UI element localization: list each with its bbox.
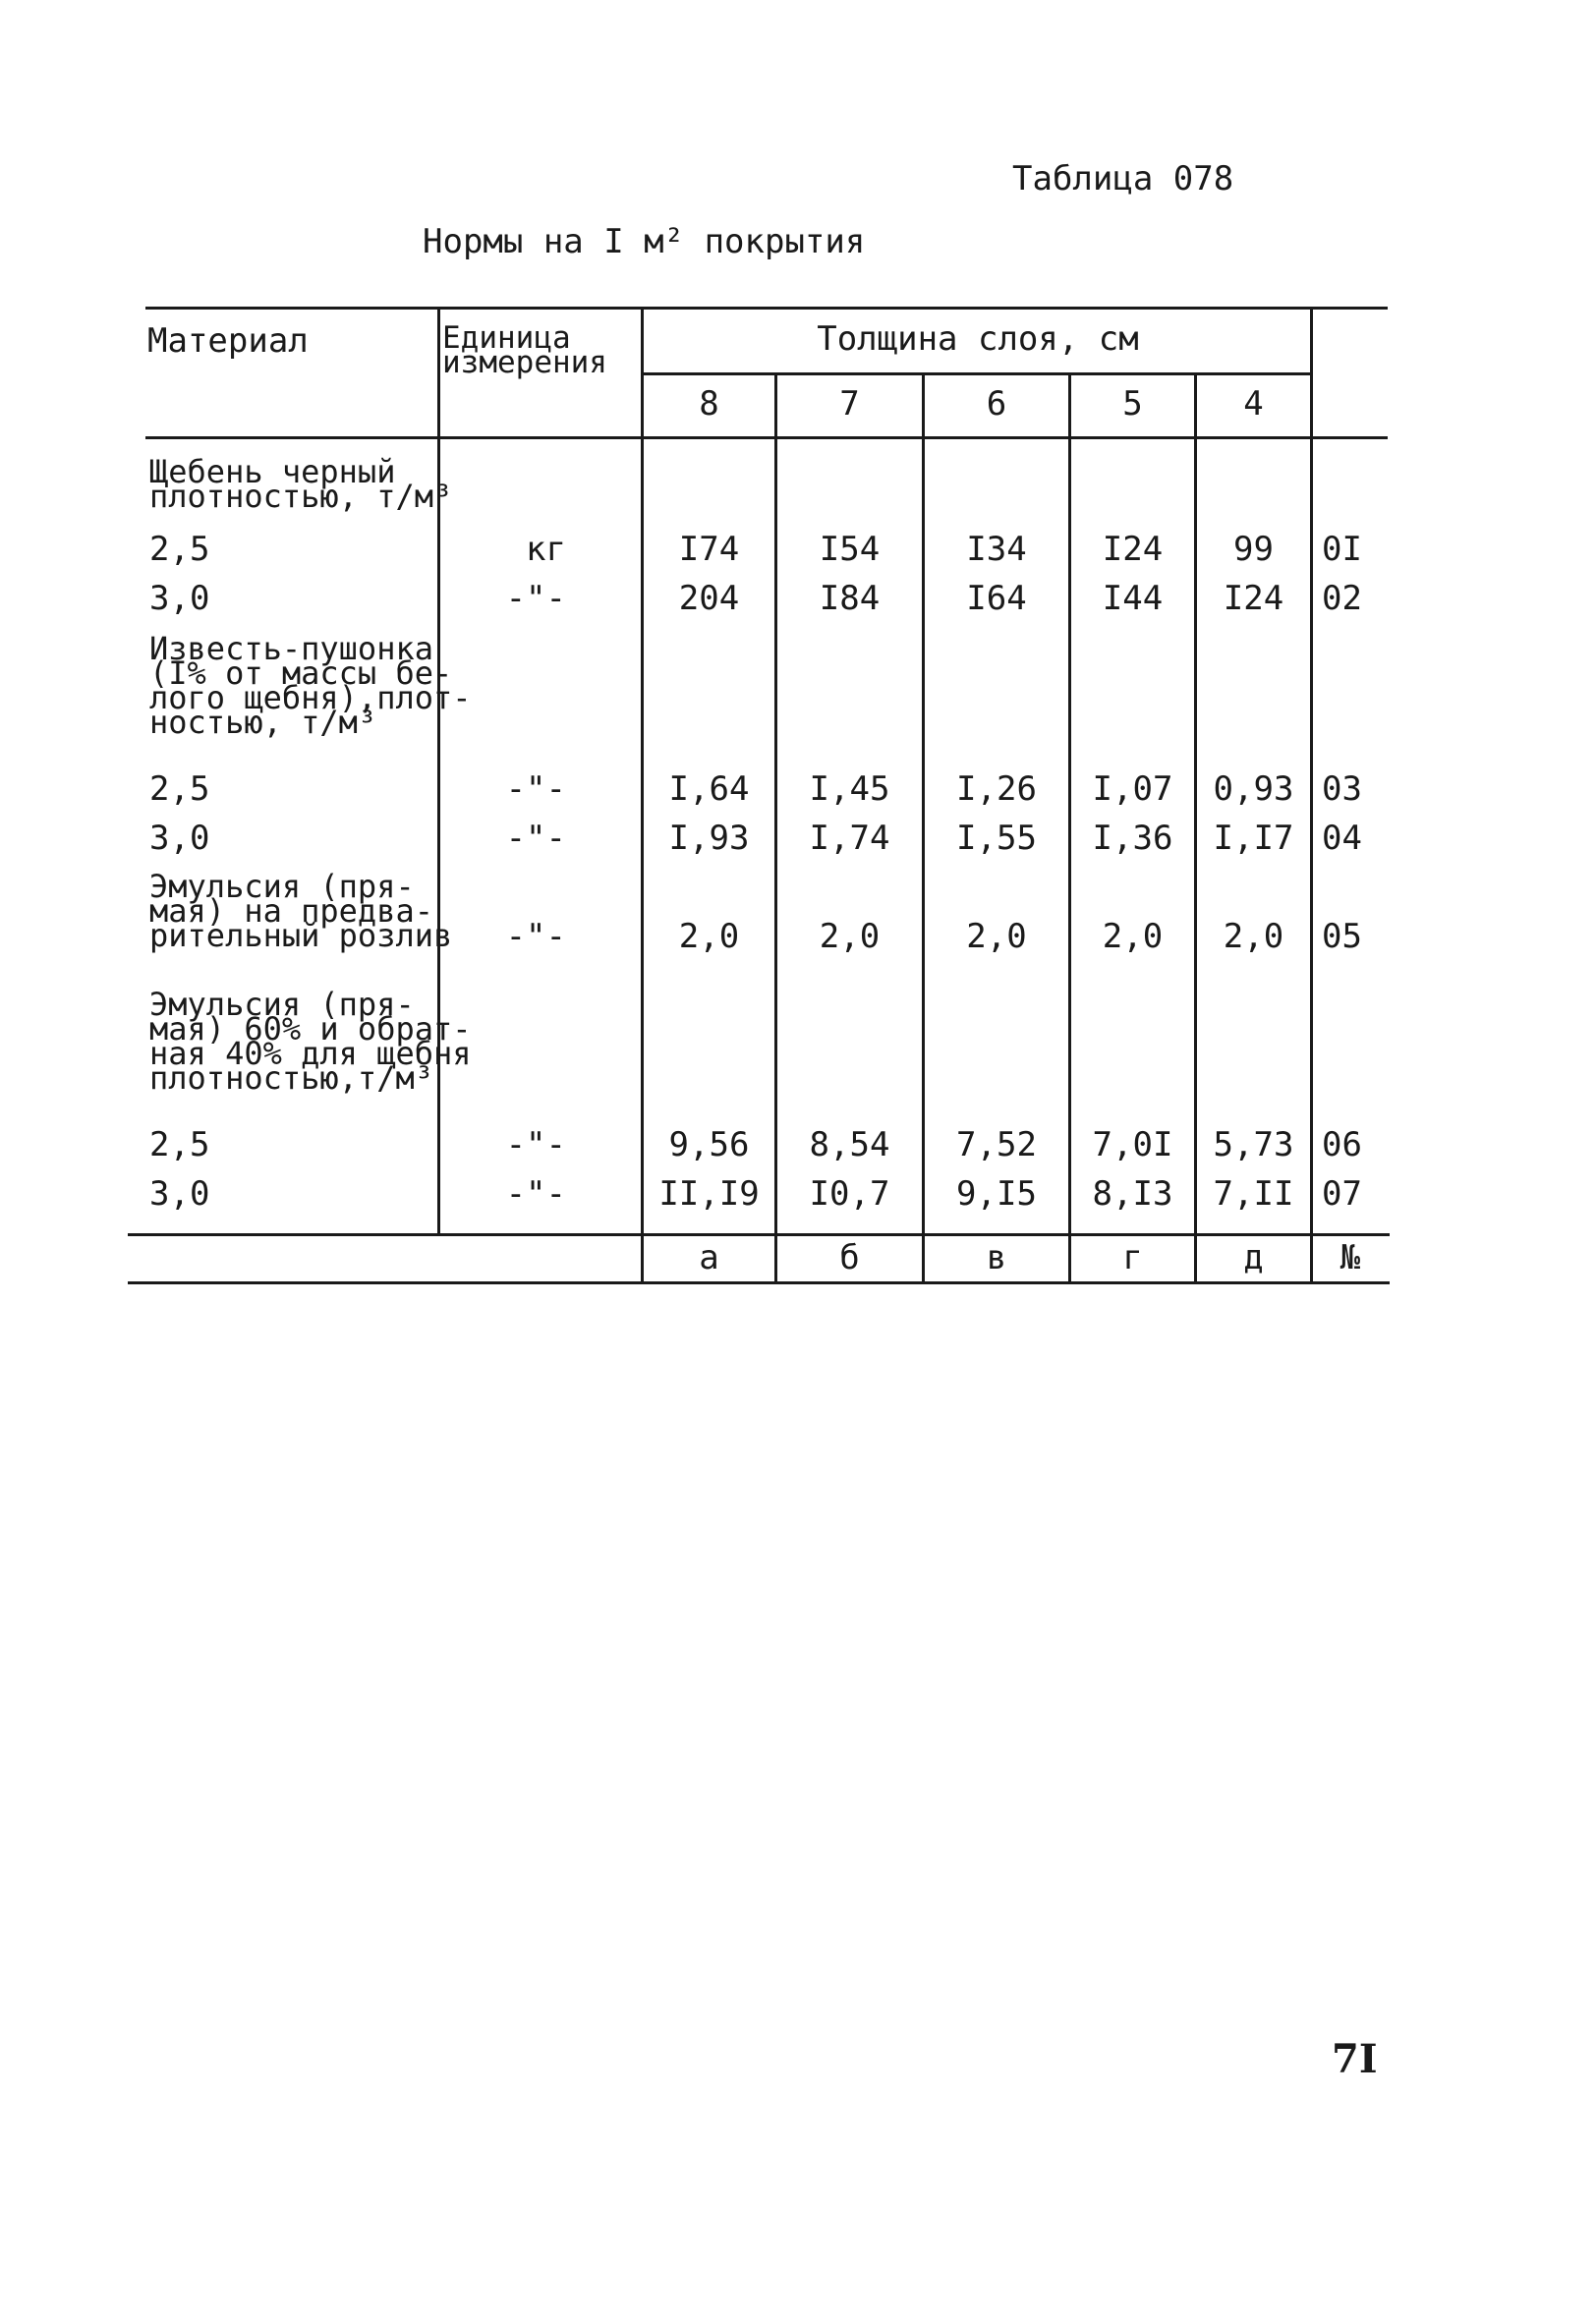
row-value: I,64 xyxy=(668,769,750,809)
row-value: I,07 xyxy=(1092,769,1173,809)
row-value: I34 xyxy=(966,530,1027,569)
row-value: II,I9 xyxy=(658,1174,760,1214)
row-label: Известь-пушонка (I% от массы бе- лого щебня),плот- ностью, т/м³ xyxy=(149,630,472,741)
row-unit: -"- xyxy=(505,917,566,956)
row-label: Эмульсия (пря- мая) 60% и обрат- ная 40% для щебня плотностью,т/м³ xyxy=(149,986,472,1097)
row-value: 9,I5 xyxy=(956,1174,1037,1214)
row-label: Щебень черный плотностью, т/м³ xyxy=(149,453,453,515)
row-value: I24 xyxy=(1102,530,1164,569)
row-code: 07 xyxy=(1322,1174,1362,1214)
row-unit: -"- xyxy=(505,769,566,809)
table-label: Таблица 078 xyxy=(1012,159,1234,198)
row-value: I44 xyxy=(1102,579,1164,618)
page-number: 7I xyxy=(1332,2036,1378,2082)
row-value: I,55 xyxy=(956,819,1037,858)
header-thickness: Толщина слоя, см xyxy=(817,319,1139,359)
row-unit: -"- xyxy=(505,579,566,618)
row-code: 0I xyxy=(1322,530,1362,569)
row-unit: кг xyxy=(526,530,566,569)
row-label: 2,5 xyxy=(149,530,210,569)
row-value: I54 xyxy=(819,530,881,569)
row-code: 04 xyxy=(1322,819,1362,858)
row-value: 2,0 xyxy=(819,917,881,956)
row-unit: -"- xyxy=(505,819,566,858)
row-label: 2,5 xyxy=(149,1125,210,1164)
footer-cell: а xyxy=(699,1238,719,1277)
row-value: 2,0 xyxy=(1223,917,1284,956)
row-value: I74 xyxy=(678,530,740,569)
row-value: 7,II xyxy=(1213,1174,1294,1214)
row-value: I64 xyxy=(966,579,1027,618)
row-value: 8,I3 xyxy=(1092,1174,1173,1214)
row-label: 3,0 xyxy=(149,819,210,858)
row-label: 3,0 xyxy=(149,579,210,618)
row-value: 7,52 xyxy=(956,1125,1037,1164)
row-value: I,I7 xyxy=(1213,819,1294,858)
thickness-col-header: 5 xyxy=(1122,384,1143,424)
row-value: I,74 xyxy=(809,819,890,858)
thickness-col-header: 7 xyxy=(839,384,860,424)
row-code: 05 xyxy=(1322,917,1362,956)
row-value: 7,0I xyxy=(1092,1125,1173,1164)
row-value: I,26 xyxy=(956,769,1037,809)
row-value: 2,0 xyxy=(678,917,740,956)
row-value: 204 xyxy=(678,579,740,618)
row-value: 0,93 xyxy=(1213,769,1294,809)
row-value: I,36 xyxy=(1092,819,1173,858)
row-label: Эмульсия (пря- мая) на предва- рительный розлив xyxy=(149,868,453,954)
row-value: I24 xyxy=(1223,579,1284,618)
row-unit: -"- xyxy=(505,1174,566,1214)
footer-cell: № xyxy=(1340,1238,1361,1277)
header-unit: Единица измерения xyxy=(442,320,607,380)
row-label: 2,5 xyxy=(149,769,210,809)
row-value: 99 xyxy=(1233,530,1274,569)
footer-cell: в xyxy=(986,1238,1007,1277)
row-code: 03 xyxy=(1322,769,1362,809)
thickness-col-header: 4 xyxy=(1243,384,1264,424)
row-value: 2,0 xyxy=(966,917,1027,956)
row-value: I,93 xyxy=(668,819,750,858)
footer-cell: г xyxy=(1122,1238,1143,1277)
table-title: Нормы на I м² покрытия xyxy=(423,222,866,261)
row-label: 3,0 xyxy=(149,1174,210,1214)
row-value: 9,56 xyxy=(668,1125,750,1164)
thickness-col-header: 6 xyxy=(986,384,1007,424)
row-value: I,45 xyxy=(809,769,890,809)
row-code: 06 xyxy=(1322,1125,1362,1164)
row-value: 2,0 xyxy=(1102,917,1164,956)
row-value: 8,54 xyxy=(809,1125,890,1164)
row-code: 02 xyxy=(1322,579,1362,618)
row-value: I84 xyxy=(819,579,881,618)
row-value: 5,73 xyxy=(1213,1125,1294,1164)
row-value: I0,7 xyxy=(809,1174,890,1214)
thickness-col-header: 8 xyxy=(699,384,719,424)
footer-cell: б xyxy=(839,1238,860,1277)
footer-cell: д xyxy=(1243,1238,1264,1277)
header-material: Материал xyxy=(147,321,309,361)
row-unit: -"- xyxy=(505,1125,566,1164)
